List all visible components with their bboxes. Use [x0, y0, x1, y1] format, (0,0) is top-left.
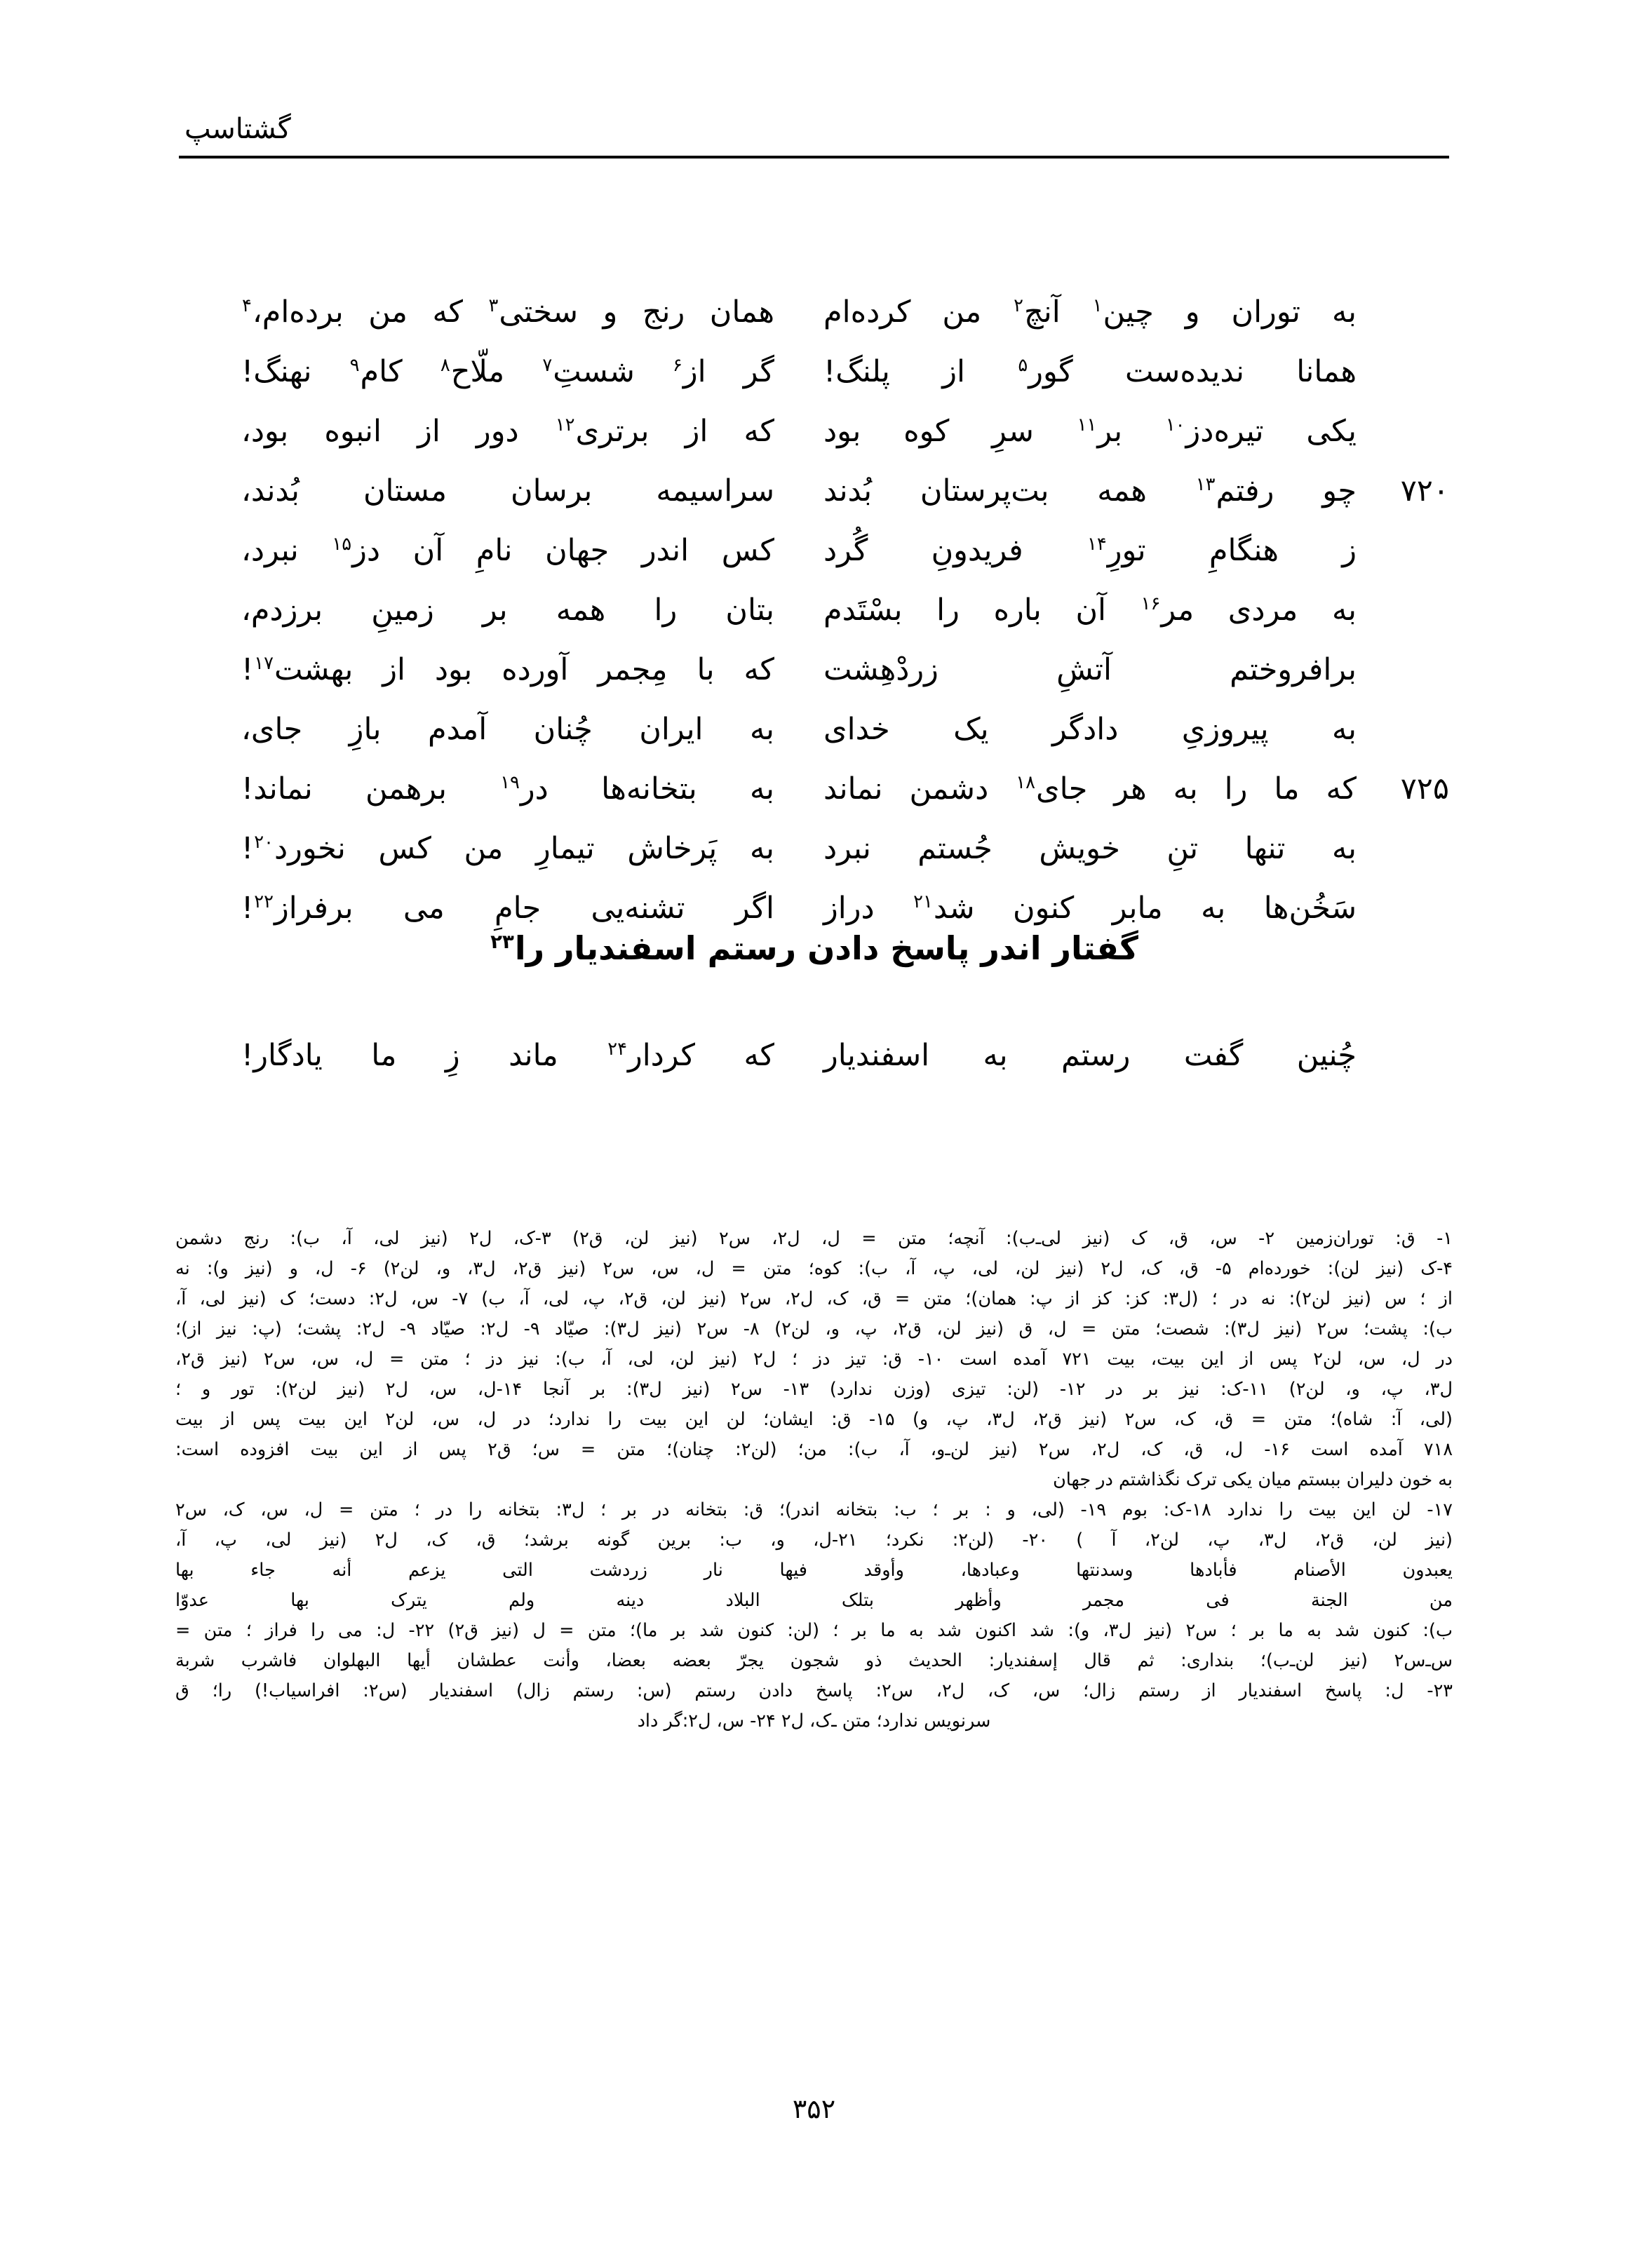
verse-line	[179, 354, 1449, 414]
hemistich-first: برافروختم آتشِ زردْهِشت	[823, 652, 1357, 687]
hemistich-second: به بتخانه‌ها در$^{۱۹}$ برهمن نماند!	[241, 771, 774, 806]
header-rule	[179, 156, 1449, 158]
apparatus-line: سرنویس ندارد؛ متن ـ‌ک، ل۲ ۲۴- س، ل۲:گر داد	[637, 1710, 991, 1732]
verse-line	[179, 652, 1449, 712]
folio-number: ۳۵۲	[792, 2093, 836, 2124]
apparatus-arabic-line: یعبدون الأصنام فأبادها وسدنتها وعبادها، وأوقد فیها نار زردشت التی یزعم أنه جاء بها	[175, 1560, 1453, 1581]
apparatus-line: س‌ـ‌س۲ (نیز لن‌ـ‌ب)؛ بنداری: ثم قال إسفندیار: الحدیث ذو شجون یجرّ بعضه بعضا، وأنت عطشان أیها البهلوان فاشرب شربة	[175, 1650, 1453, 1671]
hemistich-second: گر از$^۶$ شستِ$^۷$ ملّاح$^۸$ کام$^۹$ نهنگ!	[241, 354, 774, 389]
apparatus-line: (نیز لن، ق۲، ل۳، پ، لن۲، آ ) ۲۰- (لن۲: نکرد؛ ۲۱-ل، و، ب: برین گونه برشد؛ ق، ک، ل۲ (نیز لی، پ، آ،	[175, 1530, 1453, 1551]
verse-line	[179, 712, 1449, 771]
hemistich-second: سراسیمه برسان مستان بُدند،	[241, 473, 774, 508]
verse-line	[179, 771, 1449, 831]
hemistich-first: که ما را به هر جای$^{۱۸}$ دشمن نماند	[823, 771, 1357, 806]
verse-line	[179, 295, 1449, 354]
critical-apparatus	[175, 1224, 1453, 1736]
hemistich-second: اگر تشنه‌یی جامِ می برفراز$^{۲۲}$!	[241, 891, 774, 926]
verse-line	[179, 593, 1449, 652]
running-head-title: گشتاسپ	[184, 113, 291, 145]
apparatus-line: ۲۳- ل: پاسخ اسفندیار از رستم زال؛ س، ک، ل۲، س۲: پاسخ دادن رستم (س: رستم زال) اسفندیار (س۲: افراسیاب!) را؛ ق	[175, 1680, 1453, 1701]
verse-line	[179, 1038, 1449, 1098]
apparatus-arabic-line: من الجنة فی مجمر وأظهر بتلک البلاد دینه ولم یترک بها عدوّا	[175, 1590, 1453, 1611]
apparatus-inset-verse: به خون دلیران ببستم میان یکی ترک نگذاشتم در جهان	[1053, 1469, 1453, 1490]
verse-line	[179, 473, 1449, 533]
apparatus-line: ب): پشت؛ س۲ (نیز ل۳): شصت؛ متن = ل، ق (نیز لن، ق۲، پ، و، لن۲) ۸- س۲ (نیز ل۳): صیّاد ۹- ل۲: صیّاد ۹- ل۲: پشت؛ (پ: نیز از)؛	[175, 1318, 1453, 1339]
hemistich-second: به ایران چُنان آمدم بازِ جای،	[241, 712, 774, 747]
hemistich-second: کس اندر جهان نامِ آن دز$^{۱۵}$ نبرد،	[241, 533, 774, 568]
verse-line	[179, 831, 1449, 891]
hemistich-first: ز هنگامِ تورِ$^{۱۴}$ فریدونِ گُرد	[823, 533, 1357, 568]
apparatus-line: ل۳، پ، و، لن۲) ۱۱-ک: نیز بر در ۱۲- (لن: تیزی (وزن ندارد) ۱۳- س۲ (نیز ل۳): بر آنجا ۱۴-ل، س، ل۲ (نیز لن۲): تور و ؛	[175, 1379, 1453, 1400]
hemistich-second: بتان را همه بر زمینِ برزدم،	[241, 593, 774, 628]
verse-single-block	[179, 1038, 1449, 1098]
verse-number: ۷۲۰	[1400, 473, 1449, 508]
hemistich-first: سَخُن‌ها به مابر کنون شد$^{۲۱}$ دراز	[823, 891, 1357, 926]
verse-block	[179, 295, 1449, 950]
hemistich-first: یکی تیره‌دز$^{۱۰}$ بر$^{۱۱}$ سرِ کوه بود	[823, 414, 1357, 449]
hemistich-second: که با مِجمر آورده بود از بهشت$^{۱۷}$!	[241, 652, 774, 687]
apparatus-line: ۷۱۸ آمده است ۱۶- ل، ق، ک، ل۲، س۲ (نیز لن‌ـ‌و، آ، ب): من؛ (لن۲: چنان)؛ متن = س؛ ق۲ پس از این بیت افزوده است:	[175, 1439, 1453, 1460]
apparatus-line: ۴-ک (نیز لن): خورده‌ام ۵- ق، ک، ل۲ (نیز لن، لی، پ، آ، ب): کوه؛ متن = ل، س، س۲ (نیز ق۲، ل۳، و، لن۲) ۶- ل، و (نیز و): نه	[175, 1258, 1453, 1279]
hemistich-first: به توران و چین$^۱$ آنچ$^۲$ من کرده‌ام	[823, 295, 1357, 330]
hemistich-first: به پیروزیِ دادگر یک خدای	[823, 712, 1357, 747]
hemistich-first: چُنین گفت رستم به اسفندیار	[823, 1038, 1357, 1073]
running-head-area	[179, 112, 1449, 158]
verse-number: ۷۲۵	[1400, 771, 1449, 806]
hemistich-first: به تنها تنِ خویش جُستم نبرد	[823, 831, 1357, 866]
section-heading: گفتار اندر پاسخ دادن رستم اسفندیار را$^{۲۳}$	[490, 929, 1138, 967]
hemistich-first: همانا ندیده‌ست گور$^۵$ از پلنگ!	[823, 354, 1357, 389]
apparatus-line: ب): کنون شد به ما بر ؛ س۲ (نیز ل۳، و): شد اکنون شد به ما بر ؛ (لن: کنون شد بر ما)؛ متن = ل (نیز ق۲) ۲۲- ل: می را فراز ؛ متن =	[175, 1620, 1453, 1641]
hemistich-second: که از برتری$^{۱۲}$ دور از انبوه بود،	[241, 414, 775, 449]
verse-line	[179, 414, 1449, 473]
verse-line	[179, 533, 1449, 593]
apparatus-line: در ل، س، لن۲ پس از این بیت، بیت ۷۲۱ آمده است ۱۰- ق: تیز دز ؛ ل۲ (نیز لن، لی، آ، ب): نیز دز ؛ متن = ل، س، س۲ (نیز ق۲،	[175, 1349, 1453, 1370]
hemistich-second: همان رنج و سختی$^۳$ که من برده‌ام،$^۴$	[242, 295, 774, 330]
apparatus-line: ۱۷- لن این بیت را ندارد ۱۸-ک: بوم ۱۹- (لی، و : بر ؛ ب: بتخانه اندر)؛ ق: بتخانه در بر ؛ ل۳: بتخانه را در ؛ متن = ل، س، ک، س۲	[175, 1499, 1453, 1520]
hemistich-second: که کردار$^{۲۴}$ ماند زِ ما یادگار!	[241, 1038, 774, 1073]
apparatus-line: (لی، آ: شاه)؛ متن = ق، ک، س۲ (نیز ق۲، ل۳، پ، و) ۱۵- ق: ایشان؛ لن این بیت را ندارد؛ در ل، س، لن۲ این بیت پس از بیت	[175, 1409, 1453, 1430]
hemistich-second: به پَرخاش تیمارِ من کس نخورد$^{۲۰}$!	[241, 831, 774, 866]
hemistich-first: چو رفتم$^{۱۳}$ همه بت‌پرستان بُدند	[823, 473, 1357, 508]
apparatus-line: از ؛ س (نیز لن۲): نه در ؛ (ل۳: کز: کز از پ: همان)؛ متن = ق، ک، ل۲، س۲ (نیز لن، ق۲، پ، لی، آ، ب) ۷- س، ل۲: دست؛ ک (نیز لی، آ،	[175, 1288, 1453, 1309]
apparatus-line: ۱- ق: توران‌زمین ۲- س، ق، ک (نیز لی‌ـ‌ب): آنچه؛ متن = ل، ل۲، س۲ (نیز لن، ق۲) ۳-ک، ل۲ (نیز لی، آ، ب): رنج دشمن	[175, 1228, 1453, 1249]
hemistich-first: به مردی مر$^{۱۶}$ آن باره را بسْتَدم	[823, 593, 1357, 628]
